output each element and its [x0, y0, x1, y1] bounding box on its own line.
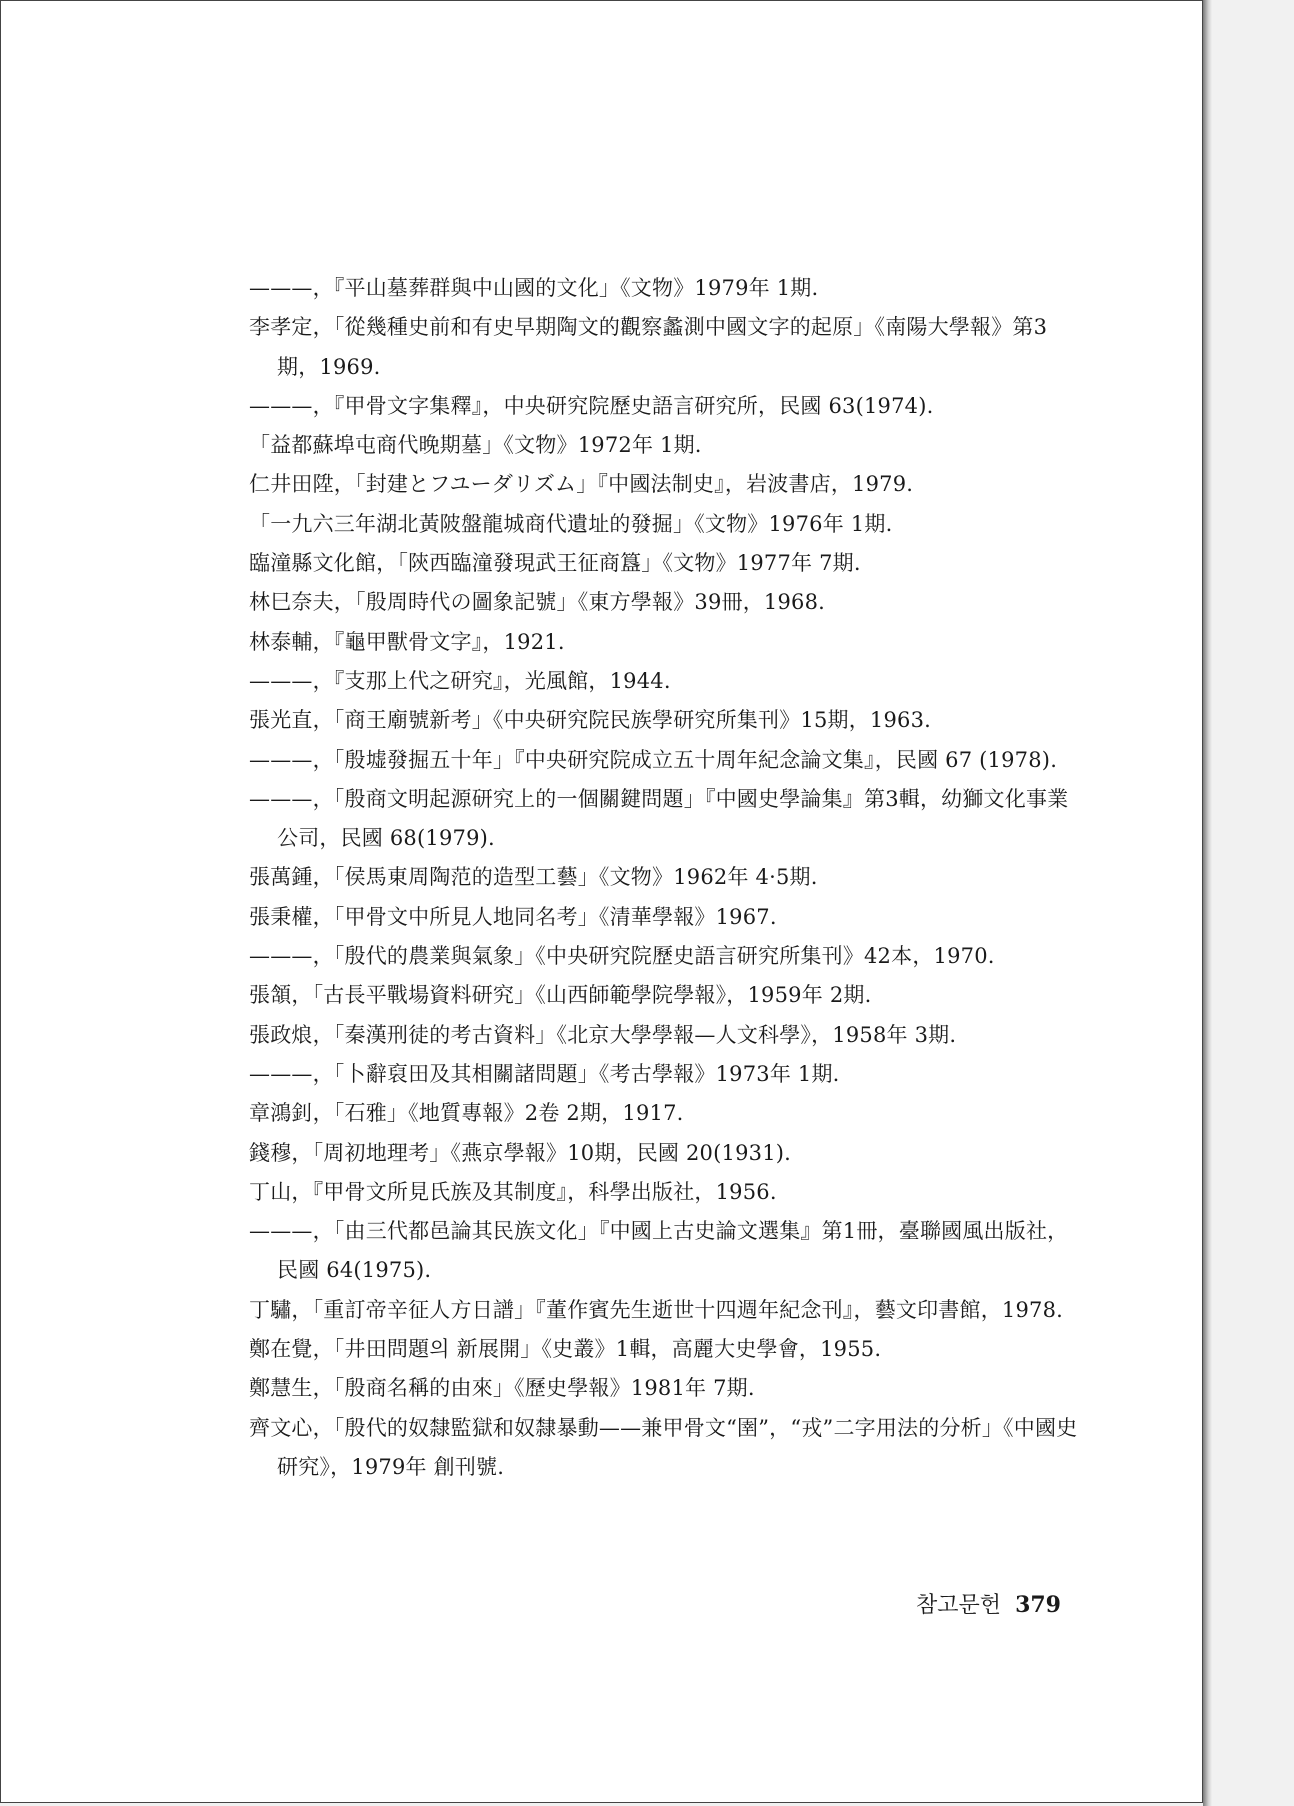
page-number: 379 — [1015, 1592, 1061, 1618]
bibliography-entry: 仁井田陞，「封建とフユーダリズム」『中國法制史』，岩波書店，1979. — [249, 472, 914, 497]
bibliography-entry: 丁驌，「重訂帝辛征人方日譜」『董作賓先生逝世十四週年紀念刊』，藝文印書館，1978. — [249, 1297, 1064, 1322]
bibliography-entry: ———，「卜辭裒田及其相關諸問題」《考古學報》1973年 1期. — [249, 1061, 840, 1086]
bibliography-entry: ———，「殷商文明起源研究上的一個關鍵問題」『中國史學論集』第3輯，幼獅文化事業公司，民國 68(1979). — [249, 786, 1069, 851]
bibliography-entry: ———，『支那上代之研究』，光風館，1944. — [249, 668, 671, 693]
bibliography-entry: 臨潼縣文化館，「陝西臨潼發現武王征商簋」《文物》1977年 7期. — [249, 551, 861, 576]
section-title: 참고문헌 — [916, 1593, 1002, 1618]
bibliography-entry: 鄭慧生，「殷商名稱的由來」《歷史學報》1981年 7期. — [249, 1376, 755, 1401]
bibliography-entry: ———，『平山墓葬群與中山國的文化」《文物》1979年 1期. — [249, 276, 819, 300]
bibliography-entry: 張秉權，「甲骨文中所見人地同名考」《清華學報》1967. — [249, 904, 777, 929]
bibliography-entry: ———，「殷代的農業與氣象」《中央研究院歷史語言研究所集刊》42本，1970. — [249, 944, 995, 969]
bibliography-entry: 「一九六三年湖北黃陂盤龍城商代遺址的發掘」《文物》1976年 1期. — [249, 511, 893, 536]
bibliography-entry: ———，『甲骨文字集釋』，中央研究院歷史語言研究所，民國 63(1974). — [249, 393, 934, 418]
bibliography-entry: 鄭在覺，「井田問題의 新展開」《史叢》1輯，高麗大史學會，1955. — [249, 1337, 882, 1362]
bibliography-entry: 李孝定，「從幾種史前和有史早期陶文的觀察蠡測中國文字的起原」《南陽大學報》第3期，1969. — [249, 315, 1048, 379]
page-footer — [861, 1588, 1061, 1619]
bibliography-entry: 張政烺，「秦漢刑徒的考古資料」《北京大學學報—人文科學》，1958年 3期. — [249, 1022, 957, 1047]
bibliography-entry: 張光直，「商王廟號新考」《中央研究院民族學研究所集刊》15期，1963. — [249, 708, 932, 733]
bibliography-entry: 「益都蘇埠屯商代晚期墓」《文物》1972年 1期. — [249, 433, 702, 458]
bibliography-entry: 林巳奈夫，「殷周時代の圖象記號」《東方學報》39冊，1968. — [249, 590, 826, 615]
bibliography-entry: 丁山，『甲骨文所見氏族及其制度』，科學出版社，1956. — [249, 1179, 777, 1204]
bibliography-entry: ———，「由三代都邑論其民族文化」『中國上古史論文選集』第1冊，臺聯國風出版社，民國 64(1975). — [249, 1219, 1069, 1283]
page-edge-shadow — [1203, 0, 1212, 1806]
bibliography-entry: 張頷，「古長平戰場資料研究」《山西師範學院學報》，1959年 2期. — [249, 983, 872, 1008]
bibliography-entry: 張萬鍾，「侯馬東周陶范的造型工藝」《文物》1962年 4·5期. — [249, 865, 818, 890]
bibliography-entry: 章鴻釗，「石雅」《地質專報》2卷 2期，1917. — [249, 1101, 684, 1126]
bibliography-entry: ———，「殷墟發掘五十年」『中央研究院成立五十周年紀念論文集』，民國 67 (1978). — [249, 747, 1058, 772]
bibliography-entry: 錢穆，「周初地理考」《燕京學報》10期，民國 20(1931). — [249, 1140, 792, 1165]
bibliography-entry: 林泰輔，『龜甲獸骨文字』，1921. — [249, 629, 565, 654]
bibliography-list — [249, 269, 1079, 1487]
bibliography-entry: 齊文心，「殷代的奴隸監獄和奴隸暴動——兼甲骨文“圉”，“戎”二字用法的分析」《中國史研究》，1979年 創刊號. — [249, 1415, 1078, 1479]
viewer-background — [1212, 0, 1294, 1806]
